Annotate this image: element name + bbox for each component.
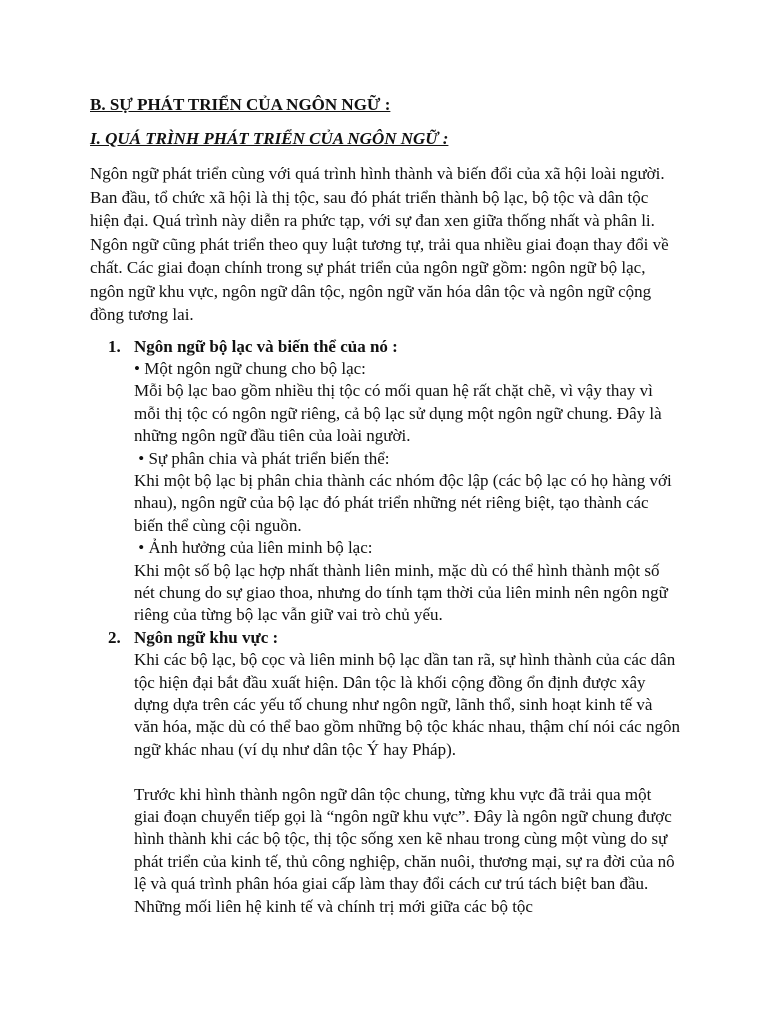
paragraph-gap	[134, 761, 680, 783]
bullet-heading: • Ảnh hưởng của liên minh bộ lạc:	[134, 538, 373, 558]
section-heading-b: B. SỰ PHÁT TRIỂN CỦA NGÔN NGỮ :	[90, 95, 391, 114]
body-paragraph: Khi một số bộ lạc hợp nhất thành liên minh, mặc dù có thể hình thành một số nét chung do sự giao thoa, nhưng do tính tạm thời của liên minh nên ngôn ngữ riêng của từng bộ lạc vẫn giữ vai trò chủ yếu.	[134, 560, 668, 625]
document-page	[90, 94, 680, 918]
section-item-2	[108, 627, 680, 918]
section-heading-i: I. QUÁ TRÌNH PHÁT TRIỂN CỦA NGÔN NGỮ :	[90, 129, 449, 148]
body-paragraph: Khi một bộ lạc bị phân chia thành các nhóm độc lập (các bộ lạc có họ hàng với nhau), ngôn ngữ của bộ lạc đó phát triển những nét riêng biệt, tạo thành các biến thể cùng cội nguồn.	[134, 470, 672, 535]
bullet-heading: • Một ngôn ngữ chung cho bộ lạc:	[134, 358, 366, 378]
numbered-section-list	[90, 336, 680, 919]
body-paragraph: Mỗi bộ lạc bao gồm nhiều thị tộc có mối quan hệ rất chặt chẽ, vì vậy thay vì mỗi thị tộc có ngôn ngữ riêng, cả bộ lạc sử dụng một ngôn ngữ chung. Đây là những ngôn ngữ đầu tiên của loài người.	[134, 381, 662, 446]
section-number: 1.	[108, 336, 121, 356]
intro-paragraph: Ngôn ngữ phát triển cùng với quá trình hình thành và biến đổi của xã hội loài người. Ban đầu, tổ chức xã hội là thị tộc, sau đó phát triển thành bộ lạc, bộ tộc và dân tộc hiện đại. Quá trình này diễn ra phức tạp, với sự đan xen giữa thống nhất và phân li. Ngôn ngữ cũng phát triển theo quy luật tương tự, trải qua nhiều giai đoạn thay đổi về chất. Các giai đoạn chính trong sự phát triển của ngôn ngữ gồm: ngôn ngữ bộ lạc, ngôn ngữ khu vực, ngôn ngữ dân tộc, ngôn ngữ văn hóa dân tộc và ngôn ngữ cộng đồng tương lai.	[90, 164, 669, 324]
section-number: 2.	[108, 627, 121, 647]
body-paragraph: Trước khi hình thành ngôn ngữ dân tộc chung, từng khu vực đã trải qua một giai đoạn chuyển tiếp gọi là “ngôn ngữ khu vực”. Đây là ngôn ngữ chung được hình thành khi các bộ tộc, thị tộc sống xen kẽ nhau trong cùng một vùng do sự phát triển của kinh tế, thủ công nghiệp, chăn nuôi, thương mại, sự ra đời của nô lệ và quá trình phân hóa giai cấp làm thay đổi cách cư trú tách biệt ban đầu. Những mối liên hệ kinh tế và chính trị mới giữa các bộ tộc	[134, 784, 675, 916]
section-title: Ngôn ngữ khu vực :	[134, 627, 279, 647]
section-title: Ngôn ngữ bộ lạc và biến thể của nó :	[134, 336, 398, 356]
bullet-heading: • Sự phân chia và phát triển biến thể:	[134, 448, 390, 468]
section-item-1	[108, 336, 680, 627]
body-paragraph: Khi các bộ lạc, bộ cọc và liên minh bộ lạc dần tan rã, sự hình thành của các dân tộc hiện đại bắt đầu xuất hiện. Dân tộc là khối cộng đồng ổn định được xây dựng dựa trên các yếu tố chung như ngôn ngữ, lãnh thổ, sinh hoạt kinh tế và văn hóa, mặc dù có thể bao gồm những bộ tộc khác nhau, thậm chí nói các ngôn ngữ khác nhau (ví dụ như dân tộc Ý hay Pháp).	[134, 650, 680, 759]
